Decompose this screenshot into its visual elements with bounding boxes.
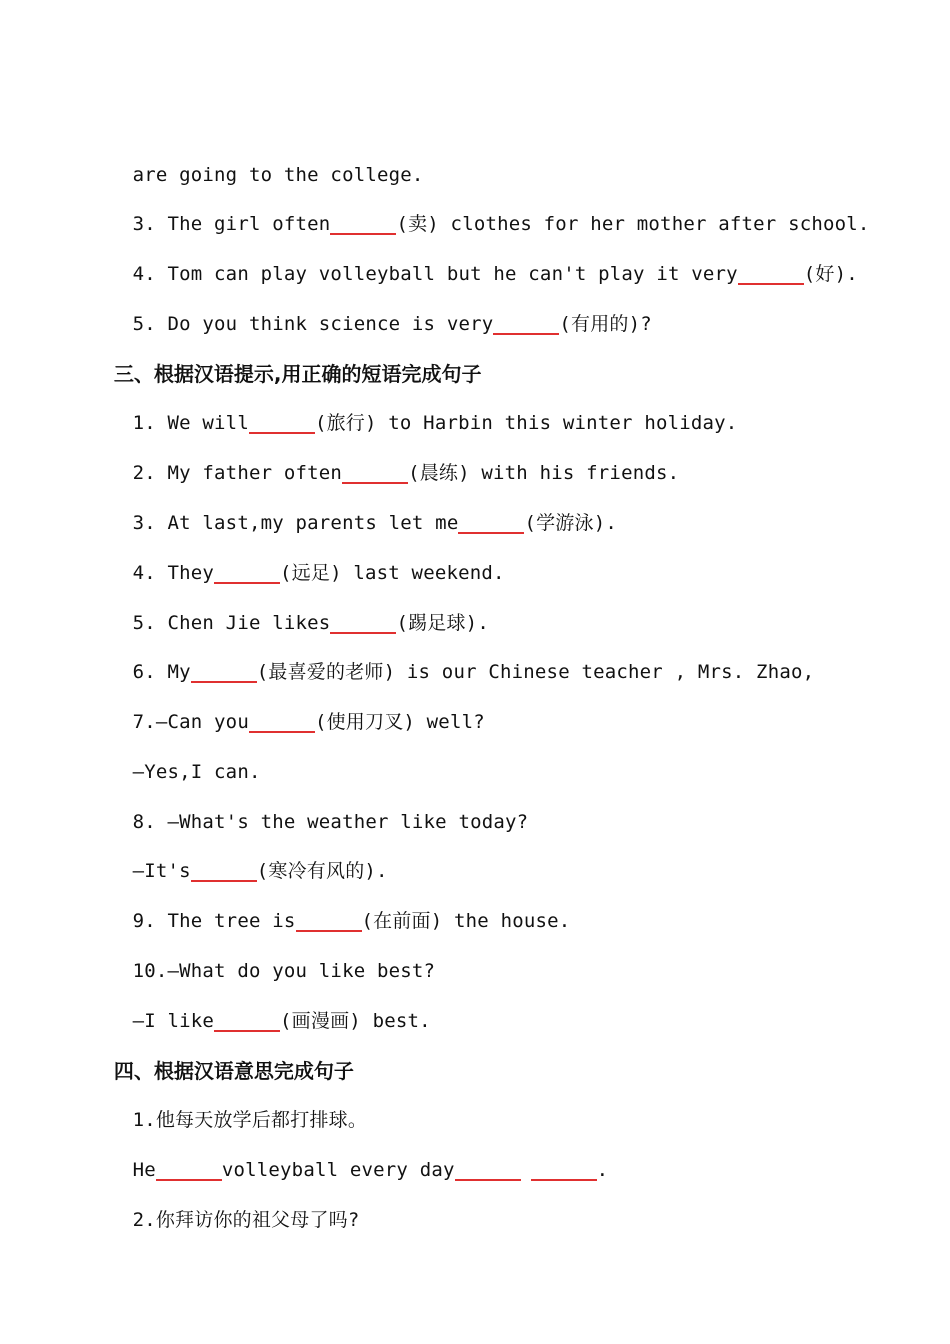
sentence-text: 4. Tom can play volleyball but he can't play it very xyxy=(132,263,738,285)
sentence-text: are going to the college. xyxy=(132,164,424,186)
section-heading xyxy=(86,323,482,386)
sentence-text: —Yes,I can. xyxy=(132,761,261,783)
sentence-text: 6. My xyxy=(132,661,191,683)
sentence-line xyxy=(86,572,489,634)
sentence-line xyxy=(86,1119,609,1181)
sentence-text: 10.—What do you like best? xyxy=(132,960,436,982)
answer-blank[interactable] xyxy=(493,311,559,335)
sentence-line xyxy=(86,721,261,783)
sentence-text: (旅行) to Harbin this winter holiday. xyxy=(314,412,738,434)
sentence-line xyxy=(86,870,571,932)
sentence-text: —It's xyxy=(132,860,191,882)
sentence-text: —I like xyxy=(132,1010,215,1032)
sentence-text: . xyxy=(596,1159,609,1181)
sentence-text: (有用的)? xyxy=(559,313,652,335)
sentence-text: volleyball every day xyxy=(221,1159,455,1181)
section-heading-text: 三、根据汉语提示,用正确的短语完成句子 xyxy=(113,362,482,386)
sentence-text: 2.你拜访你的祖父母了吗? xyxy=(132,1209,360,1231)
answer-blank[interactable] xyxy=(531,1157,597,1181)
sentence-line xyxy=(86,124,424,186)
sentence-text: 7.—Can you xyxy=(132,711,249,733)
sentence-text: 8. —What's the weather like today? xyxy=(132,811,529,833)
sentence-line xyxy=(86,771,529,833)
sentence-line xyxy=(86,1069,368,1131)
sentence-text: (卖) clothes for her mother after school. xyxy=(396,213,870,235)
sentence-line xyxy=(86,970,431,1032)
sentence-text: (晨练) with his friends. xyxy=(408,462,680,484)
sentence-line xyxy=(86,920,436,982)
sentence-line xyxy=(86,671,485,733)
sentence-line xyxy=(86,522,505,584)
sentence-line xyxy=(86,223,858,285)
sentence-line xyxy=(86,173,870,235)
sentence-line xyxy=(86,472,617,534)
sentence-text: (画漫画) best. xyxy=(280,1010,431,1032)
section-heading-text: 四、根据汉语意思完成句子 xyxy=(113,1059,354,1083)
sentence-text: (学游泳). xyxy=(524,512,617,534)
sentence-text: 5. Do you think science is very xyxy=(132,313,494,335)
sentence-text: 4. They xyxy=(132,562,215,584)
sentence-text: 9. The tree is xyxy=(132,910,296,932)
sentence-text: He xyxy=(132,1159,156,1181)
sentence-line xyxy=(86,820,388,882)
sentence-text: (使用刀叉) well? xyxy=(314,711,485,733)
sentence-line xyxy=(86,422,680,484)
sentence-text: 3. At last,my parents let me xyxy=(132,512,459,534)
sentence-line xyxy=(86,372,738,434)
answer-blank[interactable] xyxy=(455,1157,521,1181)
sentence-text: (寒冷有风的). xyxy=(256,860,388,882)
section-heading xyxy=(86,1020,354,1083)
sentence-text: (最喜爱的老师) is our Chinese teacher , Mrs. Zhao, xyxy=(256,661,815,683)
sentence-text: 5. Chen Jie likes xyxy=(132,612,331,634)
sentence-text: 2. My father often xyxy=(132,462,343,484)
sentence-text: 3. The girl often xyxy=(132,213,331,235)
sentence-text: (踢足球). xyxy=(396,612,489,634)
sentence-text: (好). xyxy=(803,263,858,285)
sentence-line xyxy=(86,273,652,335)
sentence-text: 1. We will xyxy=(132,412,249,434)
sentence-line xyxy=(86,1169,360,1231)
sentence-text: (在前面) the house. xyxy=(361,910,571,932)
sentence-text: 1.他每天放学后都打排球。 xyxy=(132,1109,368,1131)
sentence-line xyxy=(86,621,815,683)
answer-blank[interactable] xyxy=(738,261,804,285)
sentence-text: (远足) last weekend. xyxy=(280,562,505,584)
